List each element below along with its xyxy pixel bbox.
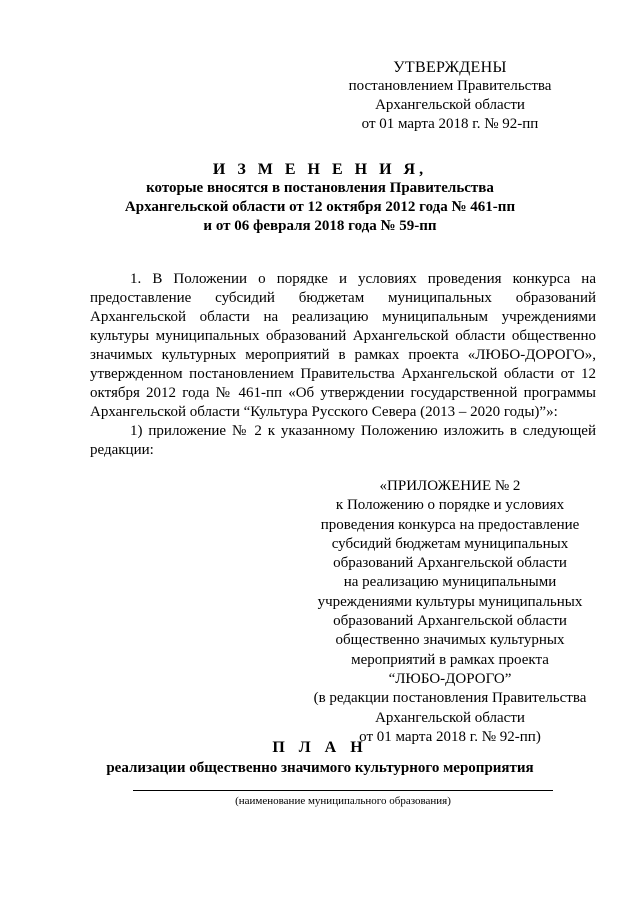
approval-line: Архангельской области <box>375 97 525 113</box>
changes-title-line: и от 06 февраля 2018 года № 59-пп <box>203 218 437 234</box>
changes-title-line: Архангельской области от 12 октября 2012 года № 461-пп <box>124 199 516 215</box>
appendix-line: учреждениями культуры муниципальных <box>317 593 583 610</box>
paragraph: 1. В Положении о порядке и условиях проведения конкурса на предоставление субсидий бюджетам муниципальных образований Архангельской области на реализацию муниципальным учреждениями культуры муниципальных образований Архангельской области общественно значимых культурных мероприятий в рамках проекта «ЛЮБО-ДОРОГО», утвержденном постановлением Правительства Архангельской области от 12 октября 2012 года № 461-пп «Об утверждении государственной программы Архангельской области “Культура Русского Севера (2013 – 2020 годы)”»: <box>90 271 596 420</box>
approval-line: от 01 марта 2018 г. № 92-пп <box>361 116 539 132</box>
approval-line: постановлением Правительства <box>348 78 552 94</box>
appendix-line: к Положению о порядке и условиях <box>335 497 565 514</box>
appendix-line: образований Архангельской области <box>333 613 567 630</box>
changes-title-heading: И З М Е Н Е Н И Я, <box>212 161 428 178</box>
appendix-line: от 01 марта 2018 г. № 92-пп) <box>359 728 541 745</box>
appendix-line: мероприятий в рамках проекта <box>351 651 549 668</box>
appendix-line: «ПРИЛОЖЕНИЕ № 2 <box>379 478 521 494</box>
appendix-line: “ЛЮБО-ДОРОГО” <box>388 670 512 687</box>
approval-heading: УТВЕРЖДЕНЫ <box>393 59 507 76</box>
appendix-line: (в редакции постановления Правительства <box>313 690 587 707</box>
appendix-block <box>300 477 600 747</box>
plan-title <box>60 738 580 778</box>
approval-block <box>340 58 560 134</box>
appendix-line: субсидий бюджетам муниципальных <box>331 535 569 552</box>
appendix-line: Архангельской области <box>375 709 525 726</box>
appendix-line: проведения конкурса на предоставление <box>320 516 580 533</box>
body-text <box>90 270 596 460</box>
changes-title-line: которые вносятся в постановления Правительства <box>146 180 494 196</box>
changes-title <box>60 160 580 236</box>
appendix-line: на реализацию муниципальными <box>343 574 557 591</box>
paragraph: 1) приложение № 2 к указанному Положению изложить в следующей редакции: <box>90 423 596 458</box>
plan-title-line: реализации общественно значимого культурного мероприятия <box>106 760 534 776</box>
fill-in-caption: (наименование муниципального образования) <box>235 795 451 807</box>
plan-title-heading: П Л А Н <box>272 739 368 756</box>
appendix-line: образований Архангельской области <box>333 555 567 572</box>
appendix-line: общественно значимых культурных <box>335 632 565 649</box>
fill-in-line <box>133 790 553 791</box>
